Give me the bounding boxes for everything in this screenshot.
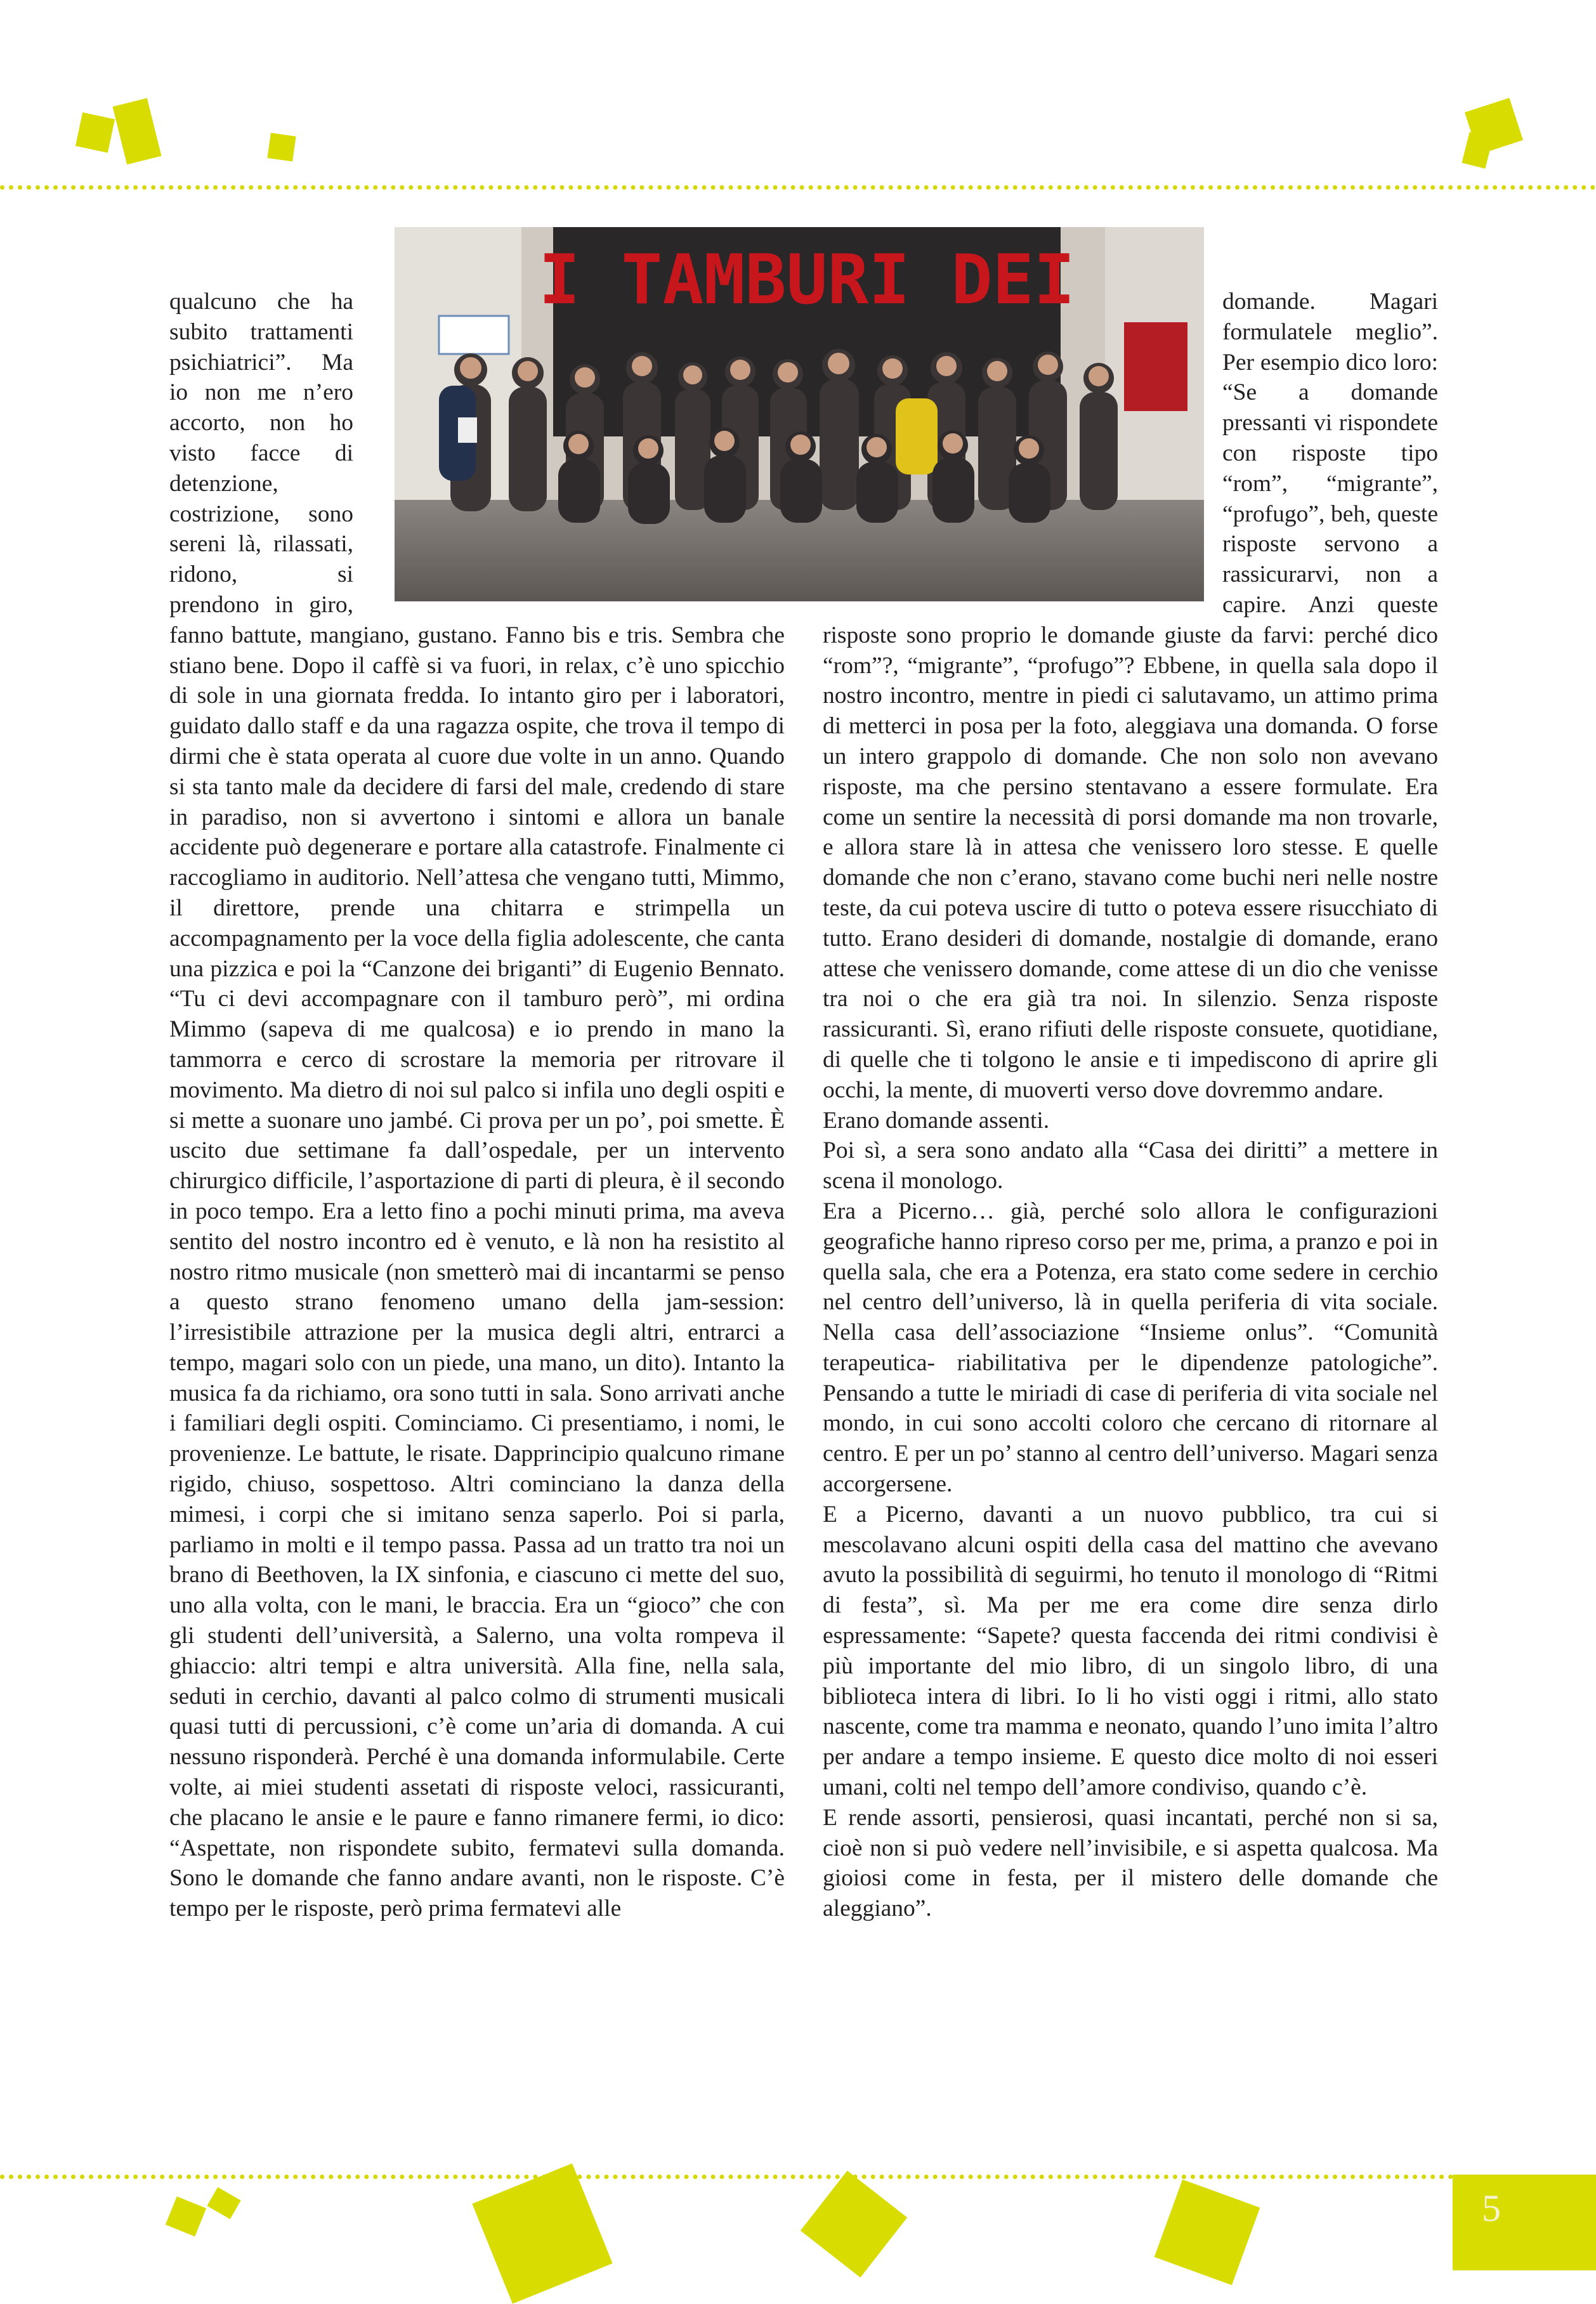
- paragraph: Erano domande assenti.: [823, 1107, 1050, 1134]
- paragraph: E rende assorti, pensierosi, quasi incantati, perché non si sa, cioè non si può vedere nell’invisibile, e si aspetta qualcosa. Ma gioiosi come in festa, per il mistero delle domande che aleggiano”.: [823, 1804, 1438, 1922]
- paragraph: domande. Magari formulatele meglio”. Per esempio dico loro: “Se a domande pressanti vi rispondete con risposte tipo “rom”, “migrante”, “profugo”, beh, queste risposte servono a rassicurarvi, non a capire. Anzi queste risposte sono proprio le domande giuste da farvi: perché dico “rom”?, “migrante”, “profugo”? Ebbene, in quella sala dopo il nostro incontro, mentre in piedi ci salutavamo, un attimo prima di metterci in posa per la foto, aleggiava una domanda. O forse un intero grappolo di domande. Che non solo non avevano risposte, ma che persino stentavano a essere formulate. Era come un sentire la necessità di porsi domande ma non trovarle, e allora stare là in attesa che venissero loro stesse. E quelle domande che non c’erano, stavano come buchi neri nelle nostre teste, da cui poteva uscire di tutto o poteva essere risucchiato di tutto. Erano desideri di domande, nostalgie di domande, erano attese che venissero domande, come attese di un dio che venisse tra noi o che era già tra noi. In silenzio. Senza risposte rassicuranti. Sì, erano rifiuti delle risposte consuete, quotidiane, di quelle che ti tolgono le ansie e ti impediscono di aprire gli occhi, la mente, di muoverti verso dove dovremmo andare.: [823, 289, 1438, 1103]
- yellow-square-deco: [207, 2187, 240, 2219]
- paragraph: E a Picerno, davanti a un nuovo pubblico, tra cui si mescolavano alcuni ospiti della casa del mattino che avevano avuto la possibilità di seguirmi, ho tenuto il monologo di “Ritmi di festa”, sì. Ma per me era come dire senza dirlo espressamente: “Sapete? questa faccenda dei ritmi condivisi è più importante del mio libro, di un singolo libro, di una biblioteca intera di libri. Io li ho visti oggi i ritmi, allo stato nascente, come tra mamma e neonato, quando l’uno imita l’altro per andare a tempo insieme. E questo dice molto di noi esseri umani, colti nel tempo dell’amore condiviso, quando c’è.: [823, 1501, 1438, 1801]
- paragraph: Poi sì, a sera sono andato alla “Casa dei diritti” a mettere in scena il monologo.: [823, 1137, 1438, 1195]
- article-column-left: [169, 287, 785, 1924]
- page-number: 5: [1482, 2187, 1501, 2229]
- paragraph: Era a Picerno… già, perché solo allora le configurazioni geografiche hanno ripreso corso per me, prima, a pranzo e poi in quella sala, che era a Potenza, era stato come sedere in cerchio nel centro dell’universo, là in quella periferia di vita sociale. Nella casa dell’associazione “Insieme onlus”. “Comunità terapeutica- riabilitativa per le dipendenze patologiche”. Pensando a tutte le miriadi di case di periferia di vita sociale nel mondo, in cui sono accolti coloro che cercano di ritornare al centro. E per un po’ stanno al centro dell’universo. Magari senza accorgersene.: [823, 1198, 1438, 1498]
- yellow-square-deco: [1154, 2180, 1260, 2286]
- page-number-tab: [1453, 2175, 1596, 2270]
- yellow-square-deco: [267, 133, 296, 161]
- bottom-dotted-rule: [0, 2175, 1596, 2179]
- yellow-square-deco: [112, 98, 161, 165]
- yellow-square-deco: [1462, 132, 1493, 169]
- article-column-right: [823, 287, 1438, 1924]
- banner-text: I TAMBURI DEI: [539, 240, 1075, 320]
- paragraph: qualcuno che ha subito trattamenti psichiatrici”. Ma io non me n’ero accorto, non ho visto facce di detenzione, costrizione, sono sereni là, rilassati, ridono, si prendono in giro, fanno battute, mangiano, gustano. Fanno bis e tris. Sembra che stiano bene. Dopo il caffè si va fuori, in relax, c’è uno spicchio di sole in una giornata fredda. Io intanto giro per i laboratori, guidato dallo staff e da una ragazza ospite, che trova il tempo di dirmi che è stata operata al cuore due volte in un anno. Quando si sta tanto male da decidere di farsi del male, credendo di stare in paradiso, non si avvertono i sintomi e allora un banale accidente può degenerare e portare alla catastrofe. Finalmente ci raccogliamo in auditorio. Nell’attesa che vengano tutti, Mimmo, il direttore, prende una chitarra e strimpella un accompagnamento per la voce della figlia adolescente, che canta una pizzica e poi la “Canzone dei briganti” di Eugenio Bennato. “Tu ci devi accompagnare con il tamburo però”, mi ordina Mimmo (sapeva di me qualcosa) e io prendo in mano la tammorra e cerco di scrostare la memoria per ritrovare il movimento. Ma dietro di noi sul palco si infila uno degli ospiti e si mette a suonare uno jambé. Ci prova per un po’, poi smette. È uscito due settimane fa dall’ospedale, per un intervento chirurgico difficile, l’asportazione di parti di pleura, è il secondo in poco tempo. Era a letto fino a pochi minuti prima, ma aveva sentito del nostro incontro ed è venuto, e là non ha resistito al nostro ritmo musicale (non smetterò mai di incantarmi se penso a questo strano fenomeno umano della jam-session: l’irresistibile attrazione per la musica degli altri, entrarci a tempo, magari solo con un piede, una mano, un dito). Intanto la musica fa da richiamo, ora sono tutti in sala. Sono arrivati anche i familiari degli ospiti. Cominciamo. Ci presentiamo, i nomi, le provenienze. Le battute, le risate. Dapprincipio qualcuno rimane rigido, chiuso, sospettoso. Altri cominciano la danza della mimesi, i corpi che si imitano senza saperlo. Poi si parla, parliamo in molti e il tempo passa. Passa ad un tratto tra noi un brano di Beethoven, la IX sinfonia, e ciascuno ci mette del suo, uno alla volta, con le mani, le braccia. Era un “gioco” che con gli studenti dell’università, a Salerno, una volta rompeva il ghiaccio: altri tempi e altra università. Alla fine, nella sala, seduti in cerchio, davanti al palco colmo di strumenti musicali quasi tutti di percussioni, c’è come un’aria di domanda. A cui nessuno risponderà. Perché è una domanda informulabile. Certe volte, ai miei studenti assetati di risposte veloci, rassicuranti, che placano le ansie e le paure e fanno rimanere fermi, io dico: “Aspettate, non rispondete subito, fermatevi sulla domanda. Sono le domande che fanno andare avanti, non le risposte. C’è tempo per le risposte, però prima fermatevi alle: [169, 289, 785, 1922]
- yellow-square-deco: [472, 2163, 612, 2303]
- yellow-square-deco: [801, 2171, 907, 2277]
- top-dotted-rule: [0, 185, 1596, 190]
- yellow-square-deco: [75, 112, 115, 153]
- yellow-square-deco: [166, 2196, 206, 2236]
